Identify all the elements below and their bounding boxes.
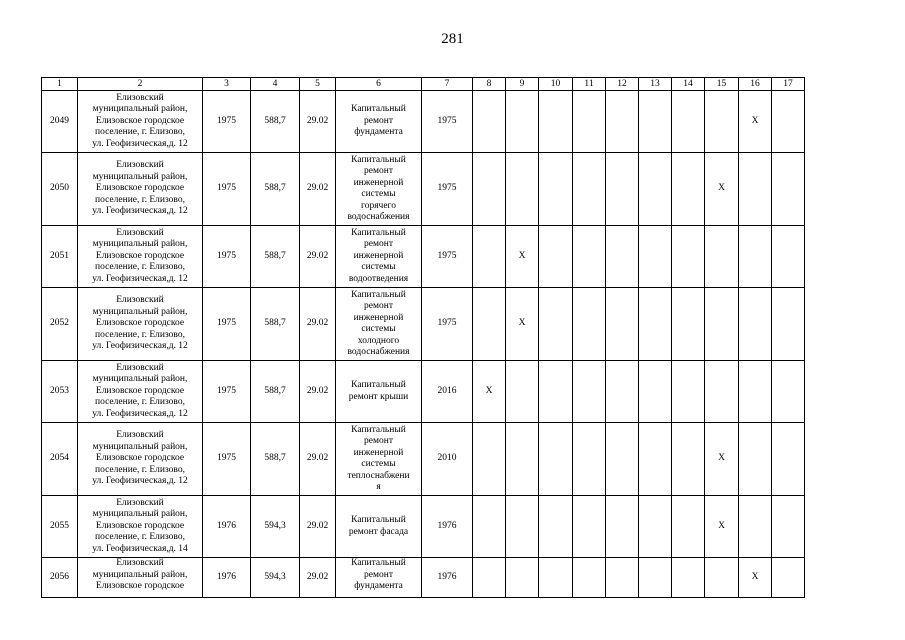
cell-line: Капитальный <box>351 380 406 390</box>
empty-cell <box>539 558 573 598</box>
mark-cell: X <box>739 91 772 153</box>
cell-line: муниципальный район, <box>92 171 188 182</box>
table-row <box>42 496 805 558</box>
work-type-cell <box>336 226 422 288</box>
cell-line: Елизовское городское <box>95 318 185 329</box>
column-header: 7 <box>422 78 473 91</box>
column-header: 6 <box>336 78 422 91</box>
area-cell: 588,7 <box>251 153 300 226</box>
cell-line: ул. Геофизическая,д. 12 <box>92 206 188 217</box>
code-cell: 29.02 <box>300 423 336 496</box>
column-header: 12 <box>606 78 639 91</box>
mark-cell: X <box>705 423 739 496</box>
work-type-cell <box>336 558 422 598</box>
mark-cell: X <box>506 226 539 288</box>
empty-cell <box>539 361 573 423</box>
area-cell: 594,3 <box>251 558 300 598</box>
empty-cell <box>606 558 639 598</box>
last-repair-year-cell: 1975 <box>422 226 473 288</box>
year-built-cell: 1975 <box>203 91 251 153</box>
cell-line: муниципальный район, <box>92 239 188 250</box>
column-header: 9 <box>506 78 539 91</box>
cell-line: инженерной <box>353 312 404 323</box>
work-type-cell <box>336 423 422 496</box>
empty-cell <box>639 361 672 423</box>
code-cell: 29.02 <box>300 288 336 361</box>
cell-line: водоотведения <box>348 273 409 284</box>
year-built-cell: 1975 <box>203 361 251 423</box>
cell-line: Елизовское городское <box>95 385 185 396</box>
cell-line: муниципальный район, <box>92 306 188 317</box>
code-cell: 29.02 <box>300 558 336 598</box>
address-cell <box>78 361 203 423</box>
empty-cell <box>606 361 639 423</box>
cell-line: поселение, г. Елизово, <box>95 329 185 340</box>
cell-line: системы <box>361 262 396 273</box>
empty-cell <box>672 558 705 598</box>
code-cell: 29.02 <box>300 496 336 558</box>
table-row <box>42 423 805 496</box>
empty-cell <box>506 91 539 153</box>
cell-line: водоснабжения <box>347 347 410 357</box>
address-cell <box>78 423 203 496</box>
column-header: 3 <box>203 78 251 91</box>
cell-line: Капитальный <box>351 424 406 435</box>
column-header: 13 <box>639 78 672 91</box>
empty-cell <box>772 226 805 288</box>
column-header: 10 <box>539 78 573 91</box>
cell-line: фундамента <box>354 127 403 138</box>
column-header: 15 <box>705 78 739 91</box>
cell-line: Капитальный <box>351 104 406 115</box>
empty-cell <box>739 288 772 361</box>
row-number-cell: 2053 <box>42 361 78 423</box>
register-table <box>41 77 805 598</box>
code-cell: 29.02 <box>300 226 336 288</box>
table-row <box>42 558 805 598</box>
empty-cell <box>539 423 573 496</box>
empty-cell <box>672 423 705 496</box>
empty-cell <box>672 361 705 423</box>
column-header: 17 <box>772 78 805 91</box>
cell-line: Елизовский <box>116 92 164 103</box>
cell-line: Елизовское городское <box>95 581 185 591</box>
empty-cell <box>705 558 739 598</box>
cell-line: ул. Геофизическая,д. 14 <box>92 543 188 554</box>
row-number-cell: 2049 <box>42 91 78 153</box>
cell-line: Елизовский <box>116 227 164 238</box>
cell-line: Елизовское городское <box>95 115 185 126</box>
empty-cell <box>739 226 772 288</box>
cell-line: водоснабжения <box>347 212 410 222</box>
area-cell: 588,7 <box>251 361 300 423</box>
empty-cell <box>573 361 606 423</box>
table-row <box>42 361 805 423</box>
empty-cell <box>705 361 739 423</box>
row-number-cell: 2051 <box>42 226 78 288</box>
empty-cell <box>573 226 606 288</box>
cell-line: муниципальный район, <box>92 441 188 452</box>
empty-cell <box>506 423 539 496</box>
empty-cell <box>539 153 573 226</box>
cell-line: муниципальный район, <box>92 569 188 580</box>
cell-line: ремонт <box>364 301 393 311</box>
empty-cell <box>606 423 639 496</box>
empty-cell <box>606 153 639 226</box>
empty-cell <box>772 423 805 496</box>
empty-cell <box>606 91 639 153</box>
table-row <box>42 226 805 288</box>
cell-line: поселение, г. Елизово, <box>95 464 185 475</box>
empty-cell <box>506 496 539 558</box>
empty-cell <box>639 558 672 598</box>
mark-cell: X <box>473 361 506 423</box>
empty-cell <box>606 226 639 288</box>
code-cell: 29.02 <box>300 361 336 423</box>
empty-cell <box>506 153 539 226</box>
cell-line: Елизовский <box>116 558 164 568</box>
cell-line: поселение, г. Елизово, <box>95 397 185 408</box>
column-header: 1 <box>42 78 78 91</box>
empty-cell <box>672 153 705 226</box>
empty-cell <box>672 226 705 288</box>
year-built-cell: 1975 <box>203 423 251 496</box>
area-cell: 588,7 <box>251 423 300 496</box>
empty-cell <box>573 91 606 153</box>
work-type-cell <box>336 91 422 153</box>
empty-cell <box>672 496 705 558</box>
cell-line: теплоснабжени <box>347 470 410 481</box>
empty-cell <box>639 226 672 288</box>
address-cell <box>78 91 203 153</box>
cell-line: ремонт <box>364 115 393 126</box>
year-built-cell: 1975 <box>203 153 251 226</box>
code-cell: 29.02 <box>300 153 336 226</box>
code-cell: 29.02 <box>300 91 336 153</box>
area-cell: 588,7 <box>251 91 300 153</box>
column-header: 11 <box>573 78 606 91</box>
column-header: 5 <box>300 78 336 91</box>
cell-line: ул. Геофизическая,д. 12 <box>92 476 188 487</box>
last-repair-year-cell: 1975 <box>422 91 473 153</box>
row-number-cell: 2050 <box>42 153 78 226</box>
mark-cell: X <box>739 558 772 598</box>
cell-line: фундамента <box>354 581 403 591</box>
area-cell: 588,7 <box>251 288 300 361</box>
mark-cell: X <box>705 153 739 226</box>
area-cell: 588,7 <box>251 226 300 288</box>
last-repair-year-cell: 1976 <box>422 558 473 598</box>
empty-cell <box>573 423 606 496</box>
mark-cell: X <box>506 288 539 361</box>
year-built-cell: 1976 <box>203 558 251 598</box>
address-cell <box>78 558 203 598</box>
empty-cell <box>772 288 805 361</box>
cell-line: ремонт крыши <box>348 391 409 402</box>
empty-cell <box>539 496 573 558</box>
empty-cell <box>473 226 506 288</box>
cell-line: поселение, г. Елизово, <box>95 532 185 543</box>
cell-line: Елизовское городское <box>95 520 185 531</box>
column-header: 8 <box>473 78 506 91</box>
last-repair-year-cell: 1975 <box>422 288 473 361</box>
empty-cell <box>539 91 573 153</box>
cell-line: ул. Геофизическая,д. 12 <box>92 273 188 284</box>
cell-line: муниципальный район, <box>92 374 188 385</box>
cell-line: муниципальный район, <box>92 509 188 520</box>
cell-line: Елизовский <box>116 295 164 306</box>
empty-cell <box>705 91 739 153</box>
table-body <box>42 91 805 598</box>
address-cell <box>78 153 203 226</box>
column-header: 2 <box>78 78 203 91</box>
mark-cell: X <box>705 496 739 558</box>
last-repair-year-cell: 2010 <box>422 423 473 496</box>
empty-cell <box>573 558 606 598</box>
work-type-cell <box>336 361 422 423</box>
cell-line: муниципальный район, <box>92 104 188 115</box>
cell-line: Елизовское городское <box>95 453 185 464</box>
cell-line: ул. Геофизическая,д. 12 <box>92 408 188 419</box>
row-number-cell: 2056 <box>42 558 78 598</box>
cell-line: поселение, г. Елизово, <box>95 262 185 273</box>
empty-cell <box>473 423 506 496</box>
empty-cell <box>772 91 805 153</box>
empty-cell <box>739 496 772 558</box>
year-built-cell: 1975 <box>203 288 251 361</box>
work-type-cell <box>336 288 422 361</box>
cell-line: ремонт <box>364 166 393 176</box>
empty-cell <box>739 361 772 423</box>
cell-line: Капитальный <box>351 289 406 300</box>
cell-line: Елизовское городское <box>95 183 185 194</box>
cell-line: Капитальный <box>351 558 406 568</box>
empty-cell <box>639 496 672 558</box>
column-number-row <box>42 78 805 91</box>
cell-line: ремонт <box>364 239 393 250</box>
cell-line: ул. Геофизическая,д. 12 <box>92 138 188 149</box>
table-row <box>42 91 805 153</box>
page-number: 281 <box>441 31 464 47</box>
cell-line: ремонт фасада <box>348 526 409 537</box>
cell-line: холодного <box>357 335 400 346</box>
table-row <box>42 288 805 361</box>
row-number-cell: 2052 <box>42 288 78 361</box>
cell-line: горячего <box>361 200 396 211</box>
cell-line: Елизовский <box>116 160 164 171</box>
empty-cell <box>739 153 772 226</box>
empty-cell <box>506 361 539 423</box>
empty-cell <box>672 288 705 361</box>
last-repair-year-cell: 1976 <box>422 496 473 558</box>
last-repair-year-cell: 2016 <box>422 361 473 423</box>
column-header: 16 <box>739 78 772 91</box>
cell-line: Елизовский <box>116 497 164 508</box>
column-header: 4 <box>251 78 300 91</box>
empty-cell <box>573 496 606 558</box>
empty-cell <box>473 91 506 153</box>
empty-cell <box>539 288 573 361</box>
year-built-cell: 1976 <box>203 496 251 558</box>
empty-cell <box>506 558 539 598</box>
table-row <box>42 153 805 226</box>
empty-cell <box>606 496 639 558</box>
cell-line: я <box>376 482 381 492</box>
cell-line: поселение, г. Елизово, <box>95 127 185 138</box>
cell-line: Капитальный <box>351 154 406 165</box>
column-header: 14 <box>672 78 705 91</box>
empty-cell <box>739 423 772 496</box>
cell-line: системы <box>361 459 396 469</box>
empty-cell <box>639 91 672 153</box>
empty-cell <box>772 558 805 598</box>
empty-cell <box>473 288 506 361</box>
empty-cell <box>473 153 506 226</box>
empty-cell <box>772 496 805 558</box>
address-cell <box>78 288 203 361</box>
empty-cell <box>606 288 639 361</box>
cell-line: Капитальный <box>351 227 406 238</box>
address-cell <box>78 496 203 558</box>
cell-line: Елизовский <box>116 362 164 373</box>
empty-cell <box>639 153 672 226</box>
cell-line: инженерной <box>353 447 404 458</box>
cell-line: Елизовский <box>116 430 164 441</box>
year-built-cell: 1975 <box>203 226 251 288</box>
empty-cell <box>772 361 805 423</box>
cell-line: ремонт <box>364 569 393 580</box>
cell-line: системы <box>361 189 396 199</box>
empty-cell <box>573 153 606 226</box>
empty-cell <box>473 558 506 598</box>
row-number-cell: 2055 <box>42 496 78 558</box>
work-type-cell <box>336 496 422 558</box>
address-cell <box>78 226 203 288</box>
row-number-cell: 2054 <box>42 423 78 496</box>
cell-line: поселение, г. Елизово, <box>95 194 185 205</box>
cell-line: системы <box>361 324 396 334</box>
cell-line: инженерной <box>353 177 404 188</box>
last-repair-year-cell: 1975 <box>422 153 473 226</box>
empty-cell <box>672 91 705 153</box>
empty-cell <box>772 153 805 226</box>
cell-line: ул. Геофизическая,д. 12 <box>92 341 188 352</box>
work-type-cell <box>336 153 422 226</box>
cell-line: ремонт <box>364 436 393 446</box>
empty-cell <box>639 288 672 361</box>
empty-cell <box>705 226 739 288</box>
empty-cell <box>705 288 739 361</box>
area-cell: 594,3 <box>251 496 300 558</box>
cell-line: Елизовское городское <box>95 250 185 261</box>
empty-cell <box>539 226 573 288</box>
cell-line: инженерной <box>353 250 404 261</box>
empty-cell <box>573 288 606 361</box>
empty-cell <box>473 496 506 558</box>
cell-line: Капитальный <box>351 515 406 525</box>
empty-cell <box>639 423 672 496</box>
